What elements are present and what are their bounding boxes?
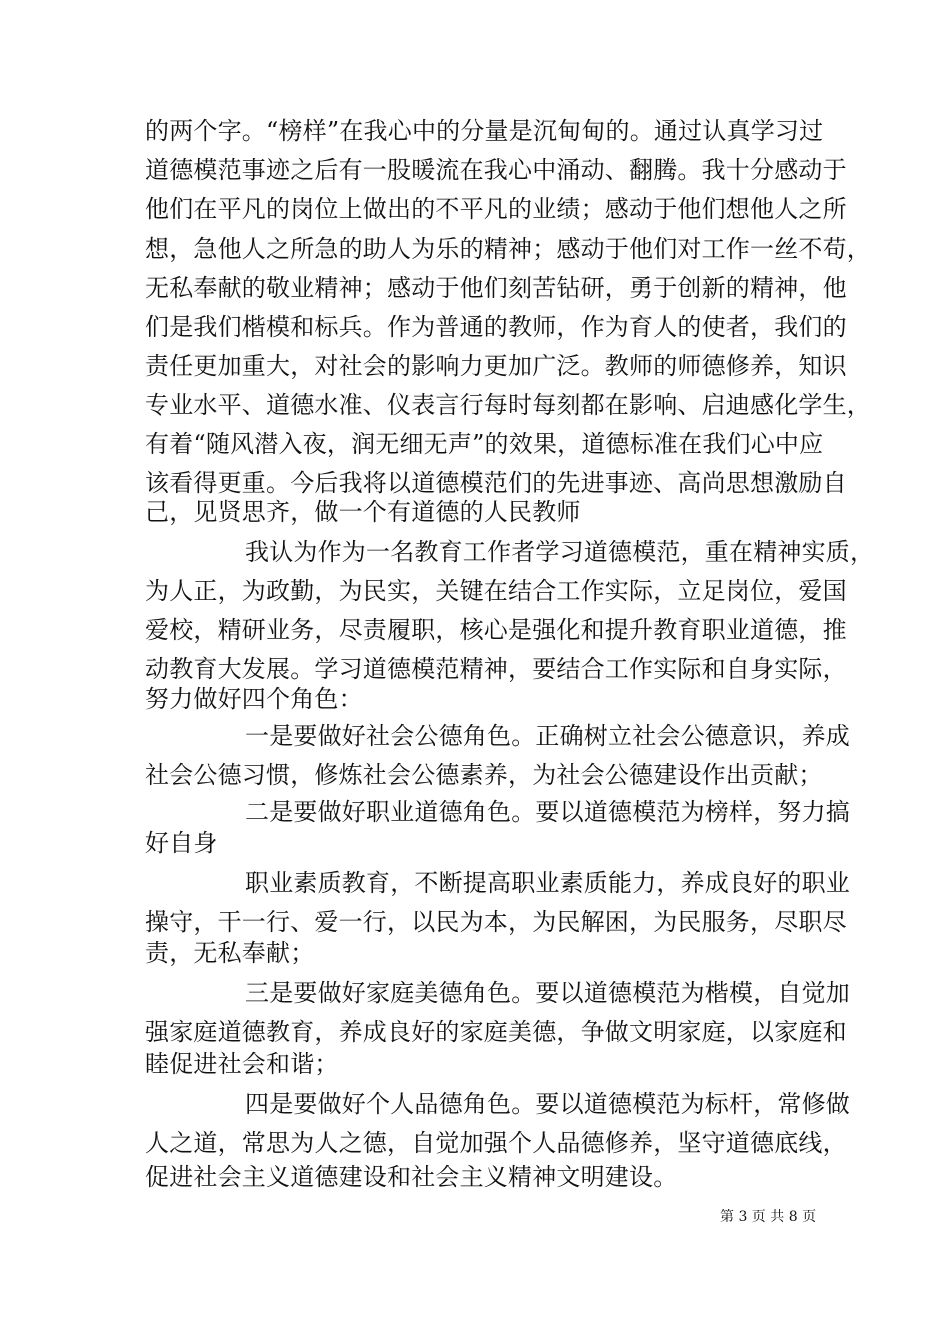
text-line: 社会公德习惯，修炼社会公德素养，为社会公德建设作出贡献； <box>145 761 823 789</box>
text-line: 好自身 <box>145 829 218 857</box>
text-line: 专业水平、道德水准、仪表言行每时每刻都在影响、启迪感化学生， <box>145 391 871 419</box>
paragraph-first-line: 二是要做好职业道德角色。要以道德模范为榜样，努力搞 <box>245 798 850 826</box>
text-line: 操守，干一行、爱一行，以民为本，为民解困，为民服务，尽职尽 <box>145 908 847 936</box>
paragraph-first-line: 我认为作为一名教育工作者学习道德模范，重在精神实质， <box>245 538 875 566</box>
text-line: 有着“随风潜入夜，润无细无声”的效果，道德标准在我们心中应 <box>145 430 824 458</box>
text-line: 责任更加重大，对社会的影响力更加广泛。教师的师德修养，知识 <box>145 352 847 380</box>
text-line: 动教育大发展。学习道德模范精神，要结合工作实际和自身实际， <box>145 655 847 683</box>
paragraph-first-line: 一是要做好社会公德角色。正确树立社会公德意识，养成 <box>245 722 850 750</box>
text-line: 强家庭道德教育，养成良好的家庭美德，争做文明家庭，以家庭和 <box>145 1018 847 1046</box>
text-line: 责，无私奉献； <box>145 939 315 967</box>
text-line: 的两个字。“榜样”在我心中的分量是沉甸甸的。通过认真学习过 <box>145 117 824 145</box>
text-line: 他们在平凡的岗位上做出的不平凡的业绩；感动于他们想他人之所 <box>145 195 847 223</box>
text-line: 道德模范事迹之后有一股暖流在我心中涌动、翻腾。我十分感动于 <box>145 156 847 184</box>
text-line: 们是我们楷模和标兵。作为普通的教师，作为育人的使者，我们的 <box>145 313 847 341</box>
text-line: 己，见贤思齐，做一个有道德的人民教师 <box>145 498 581 526</box>
text-line: 睦促进社会和谐； <box>145 1050 339 1078</box>
text-line: 努力做好四个角色： <box>145 685 363 713</box>
text-line: 促进社会主义道德建设和社会主义精神文明建设。 <box>145 1163 678 1191</box>
text-line: 想，急他人之所急的助人为乐的精神；感动于他们对工作一丝不苟， <box>145 235 871 263</box>
paragraph-first-line: 职业素质教育，不断提高职业素质能力，养成良好的职业 <box>245 869 850 897</box>
text-line: 无私奉献的敬业精神；感动于他们刻苦钻研，勇于创新的精神，他 <box>145 274 847 302</box>
paragraph-first-line: 四是要做好个人品德角色。要以道德模范为标杆，常修做 <box>245 1090 850 1118</box>
page-number-footer: 第 3 页 共 8 页 <box>720 1209 817 1225</box>
text-line: 为人正，为政勤，为民实，关键在结合工作实际，立足岗位，爱国 <box>145 577 847 605</box>
text-line: 爱校，精研业务，尽责履职，核心是强化和提升教育职业道德，推 <box>145 616 847 644</box>
text-line: 该看得更重。今后我将以道德模范们的先进事迹、高尚思想激励自 <box>145 469 847 497</box>
paragraph-first-line: 三是要做好家庭美德角色。要以道德模范为楷模，自觉加 <box>245 979 850 1007</box>
text-line: 人之道，常思为人之德，自觉加强个人品德修养，坚守道德底线， <box>145 1129 847 1157</box>
